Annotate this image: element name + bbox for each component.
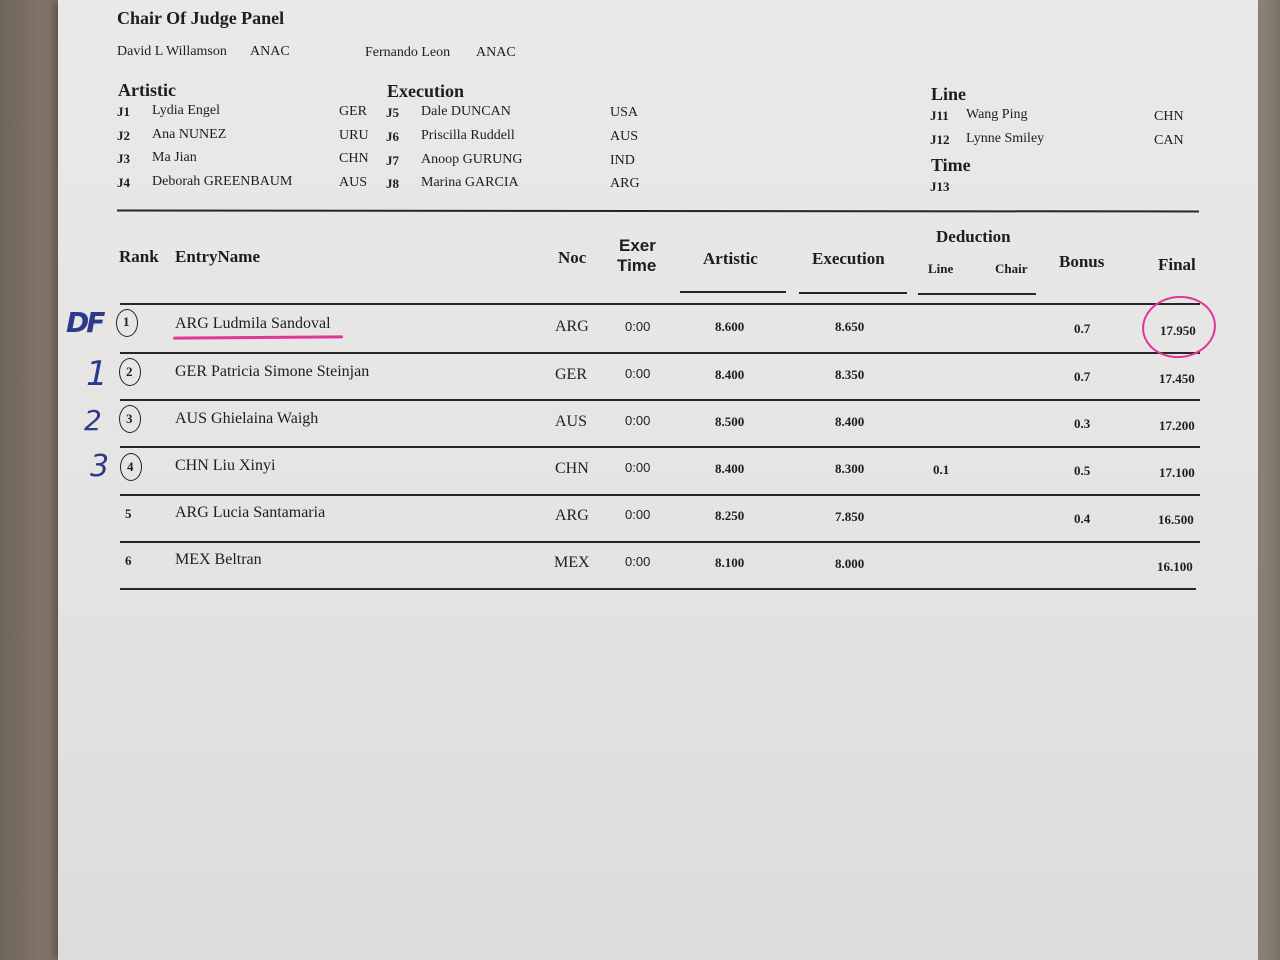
row-divider <box>120 494 1200 496</box>
judge-name: Priscilla Ruddell <box>421 128 515 143</box>
entry-name-cell: ARG Lucia Santamaria <box>175 504 326 521</box>
exer-time-cell: 0:00 <box>625 554 651 569</box>
judge-code: J4 <box>117 175 130 190</box>
row-divider <box>120 541 1200 543</box>
entry-name-cell: MEX Beltran <box>175 551 262 568</box>
noc-cell: CHN <box>555 460 589 477</box>
execution-cell: 8.400 <box>835 414 865 429</box>
exer-time-cell: 0:00 <box>625 413 651 428</box>
wall-background-left <box>0 0 58 960</box>
column-underline <box>680 291 786 293</box>
handwritten-rank-note: 2 <box>84 404 102 437</box>
final-cell: 16.500 <box>1158 512 1194 527</box>
col-header-bonus: Bonus <box>1059 252 1105 271</box>
rank-cell: 5 <box>125 506 132 521</box>
execution-cell: 8.350 <box>835 367 865 382</box>
exer-time-cell: 0:00 <box>625 460 651 475</box>
judge-noc: URU <box>339 128 369 143</box>
final-cell: 17.450 <box>1159 371 1195 386</box>
judge-code: J5 <box>386 105 399 120</box>
chair-member-name: David L Willamson <box>117 44 227 59</box>
entry-name-cell: CHN Liu Xinyi <box>175 457 276 474</box>
judge-name: Marina GARCIA <box>421 175 519 190</box>
execution-cell: 8.300 <box>835 461 865 476</box>
handwritten-rank-note: 1 <box>86 354 108 394</box>
judge-noc: CHN <box>1154 109 1184 124</box>
rank-cell: 2 <box>126 364 133 379</box>
exer-time-cell: 0:00 <box>625 366 651 381</box>
chair-member-name: Fernando Leon <box>365 45 451 60</box>
execution-panel-title: Execution <box>387 81 465 101</box>
col-header-deduction-chair: Chair <box>995 261 1028 276</box>
table-bottom-divider <box>120 588 1196 590</box>
noc-cell: ARG <box>555 318 589 335</box>
col-header-time: Time <box>617 256 657 275</box>
chair-member-noc: ANAC <box>476 45 516 60</box>
rank-cell: 1 <box>123 314 130 329</box>
final-cell: 17.950 <box>1160 323 1196 338</box>
row-divider <box>120 446 1200 448</box>
artistic-cell: 8.100 <box>715 555 745 570</box>
column-underline <box>799 292 907 294</box>
col-header-deduction-line: Line <box>928 261 954 276</box>
final-cell: 17.200 <box>1159 418 1195 433</box>
exer-time-cell: 0:00 <box>625 319 651 334</box>
judge-noc: AUS <box>339 175 368 190</box>
judge-code: J6 <box>386 129 399 144</box>
artistic-cell: 8.250 <box>715 508 745 523</box>
judge-name: Lydia Engel <box>152 103 221 118</box>
judge-code: J11 <box>930 108 949 123</box>
column-underline <box>918 293 1036 295</box>
entry-name-cell: AUS Ghielaina Waigh <box>175 410 319 427</box>
col-header-entry-name: EntryName <box>175 247 260 266</box>
handwritten-rank-note: DF <box>66 306 103 339</box>
judge-code: J8 <box>386 176 399 191</box>
col-header-execution: Execution <box>812 249 885 268</box>
artistic-cell: 8.400 <box>715 461 745 476</box>
artistic-cell: 8.400 <box>715 367 745 382</box>
col-header-final: Final <box>1158 255 1196 274</box>
judge-name: Anoop GURUNG <box>421 152 523 167</box>
chair-heading: Chair Of Judge Panel <box>117 8 285 28</box>
judge-noc: CAN <box>1154 133 1184 148</box>
artistic-cell: 8.600 <box>715 319 745 334</box>
header-divider <box>117 210 1199 213</box>
final-cell: 16.100 <box>1157 559 1193 574</box>
bonus-cell: 0.4 <box>1074 511 1091 526</box>
table-divider <box>120 303 1200 305</box>
rank-cell: 6 <box>125 553 132 568</box>
final-cell: 17.100 <box>1159 465 1195 480</box>
judge-code: J1 <box>117 104 130 119</box>
bonus-cell: 0.7 <box>1074 369 1091 384</box>
judge-noc: CHN <box>339 151 369 166</box>
line-panel-title: Line <box>931 84 967 104</box>
bonus-cell: 0.5 <box>1074 463 1091 478</box>
entry-name-cell: ARG Ludmila Sandoval <box>175 315 331 332</box>
judge-noc: IND <box>610 153 635 168</box>
deduction-line-cell: 0.1 <box>933 462 950 477</box>
entry-name-cell: GER Patricia Simone Steinjan <box>175 363 370 380</box>
judge-noc: AUS <box>610 129 639 144</box>
rank-cell: 3 <box>126 411 133 426</box>
noc-cell: AUS <box>555 413 588 430</box>
noc-cell: GER <box>555 366 587 383</box>
noc-cell: MEX <box>554 554 590 571</box>
artistic-cell: 8.500 <box>715 414 745 429</box>
judge-code: J2 <box>117 128 130 143</box>
judge-name: Ana NUNEZ <box>152 127 227 142</box>
judge-name: Deborah GREENBAUM <box>152 174 293 189</box>
col-header-exer: Exer <box>619 236 656 255</box>
col-header-artistic: Artistic <box>703 249 758 268</box>
col-header-deduction: Deduction <box>936 227 1011 246</box>
judge-noc: ARG <box>610 176 640 191</box>
judge-noc: USA <box>610 105 639 120</box>
bonus-cell: 0.3 <box>1074 416 1091 431</box>
judge-name: Wang Ping <box>966 107 1028 122</box>
execution-cell: 8.650 <box>835 319 865 334</box>
col-header-noc: Noc <box>558 248 587 267</box>
row-divider <box>120 352 1200 354</box>
col-header-rank: Rank <box>119 247 159 266</box>
artistic-panel-title: Artistic <box>118 80 176 100</box>
results-sheet <box>58 0 1258 960</box>
judge-name: Ma Jian <box>152 150 197 165</box>
judge-code: J12 <box>930 132 950 147</box>
judge-name: Dale DUNCAN <box>421 104 511 119</box>
judge-code: J7 <box>386 153 399 168</box>
execution-cell: 8.000 <box>835 556 865 571</box>
noc-cell: ARG <box>555 507 589 524</box>
judge-noc: GER <box>339 104 367 119</box>
time-panel-title: Time <box>931 155 971 175</box>
rank-cell: 4 <box>127 459 134 474</box>
exer-time-cell: 0:00 <box>625 507 651 522</box>
pink-underline <box>173 335 343 339</box>
judge-code: J13 <box>930 179 950 194</box>
chair-member-noc: ANAC <box>250 44 290 59</box>
bonus-cell: 0.7 <box>1074 321 1091 336</box>
judge-name: Lynne Smiley <box>966 131 1045 146</box>
row-divider <box>120 399 1200 401</box>
judge-code: J3 <box>117 151 130 166</box>
execution-cell: 7.850 <box>835 509 865 524</box>
handwritten-rank-note: 3 <box>90 449 110 484</box>
